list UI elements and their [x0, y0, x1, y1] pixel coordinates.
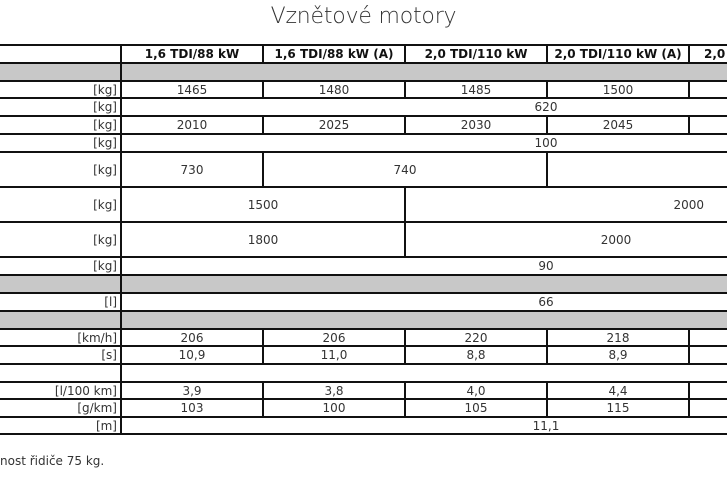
row-unit: [l] [104, 295, 117, 309]
table-cell-merged: 100 [534, 136, 558, 150]
table-cell: 1485 [460, 82, 492, 97]
row-unit: [kg] [93, 100, 117, 114]
table-cell: 2000 [673, 197, 704, 212]
row-unit: [kg] [93, 136, 117, 150]
row-unit: [m] [95, 418, 117, 433]
row-unit: [km/h] [77, 330, 117, 345]
table-cell: 2030 [460, 118, 492, 132]
table-cell: 2045 [602, 118, 634, 132]
table-cell: 206 [180, 330, 204, 345]
row-unit: [s] [101, 348, 117, 362]
page-title: Vznětové motory [270, 4, 457, 29]
column-header: 2,0 TDI/110 kW (A) [554, 47, 682, 61]
table-cell: 11,0 [320, 348, 348, 362]
table-cell: 1500 [247, 197, 279, 212]
column-header: 2,0 TDI/110 kW [424, 47, 528, 61]
row-unit: [kg] [93, 118, 117, 132]
table-cell: 115 [606, 401, 630, 415]
row-unit: [g/km] [77, 401, 117, 415]
table-cell: 10,9 [178, 348, 206, 362]
footnote: nost řidiče 75 kg. [0, 454, 105, 468]
table-cell: 206 [322, 330, 346, 345]
table-cell: 1480 [318, 82, 350, 97]
table-cell-merged: 90 [538, 259, 554, 273]
table-cell: 1500 [602, 82, 634, 97]
table-cell: 100 [322, 401, 346, 415]
table-cell-merged: 66 [538, 295, 554, 309]
table-cell: 103 [180, 401, 204, 415]
section-band [0, 63, 727, 81]
table-cell: 2010 [176, 118, 208, 132]
table-cell-merged: 620 [534, 100, 558, 114]
table-cell: 8,8 [466, 348, 486, 362]
row-unit: [kg] [93, 162, 117, 177]
table-cell: 4,0 [466, 383, 486, 398]
section-band-white [0, 364, 727, 381]
table-cell: 3,8 [324, 383, 344, 398]
table-cell: 2025 [318, 118, 350, 132]
column-header: 2,0 [704, 47, 726, 61]
table-cell: 105 [464, 401, 488, 415]
table-cell: 1465 [176, 82, 208, 97]
row-unit: [kg] [93, 232, 117, 247]
section-band [0, 275, 727, 292]
table-cell: 1800 [247, 232, 279, 247]
row-unit: [kg] [93, 197, 117, 212]
row-unit: [kg] [93, 82, 117, 97]
section-band [0, 311, 727, 328]
table-cell: 2000 [600, 232, 632, 247]
row-unit: [l/100 km] [54, 383, 117, 398]
table-cell: 730 [180, 162, 204, 177]
table-cell: 8,9 [608, 348, 628, 362]
row-unit: [kg] [93, 259, 117, 273]
column-header: 1,6 TDI/88 kW [144, 47, 240, 61]
table-cell: 740 [393, 162, 417, 177]
column-header: 1,6 TDI/88 kW (A) [274, 47, 394, 61]
table-cell-merged: 11,1 [532, 418, 560, 433]
table-cell: 218 [606, 330, 630, 345]
table-cell: 220 [464, 330, 488, 345]
table-cell: 4,4 [608, 383, 628, 398]
table-cell: 3,9 [182, 383, 202, 398]
